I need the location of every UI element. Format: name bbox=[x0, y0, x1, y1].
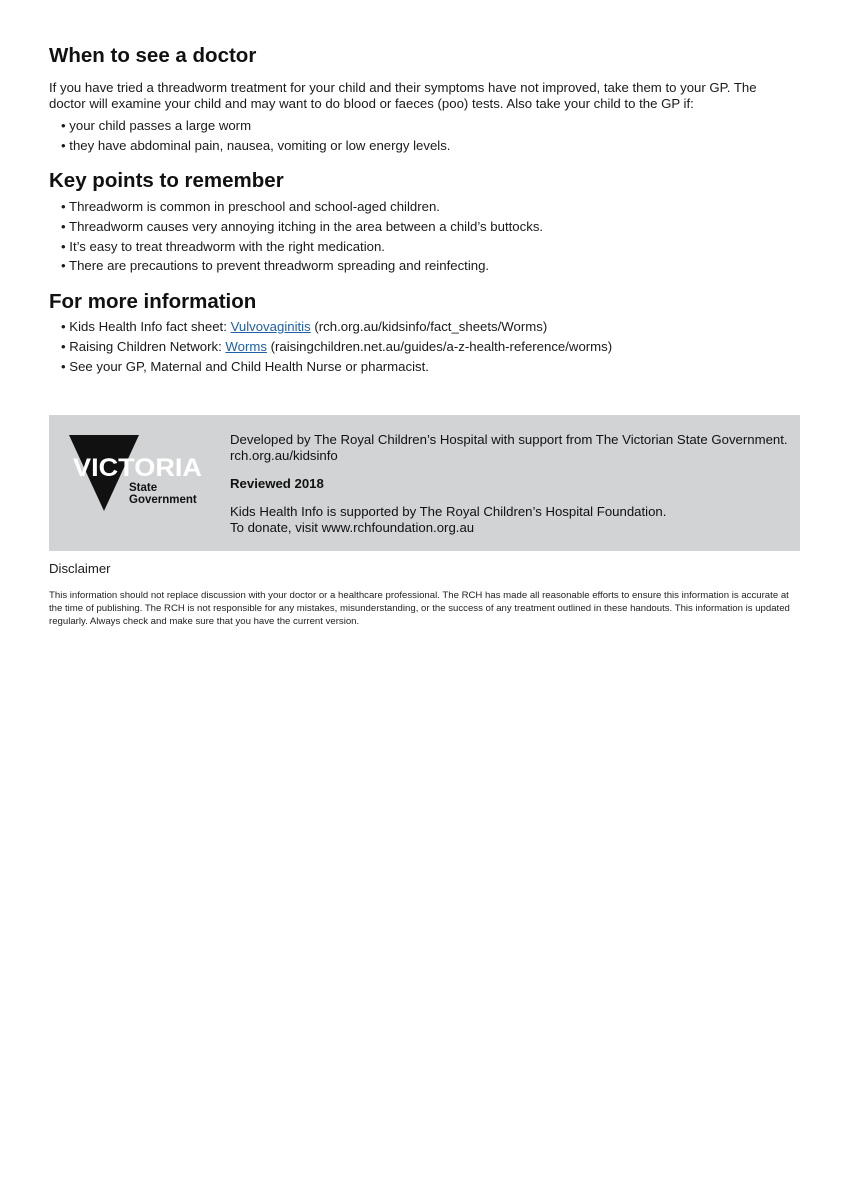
footer-text-block bbox=[230, 432, 790, 536]
list-item: • your child passes a large worm bbox=[61, 118, 252, 133]
vulvovaginitis-link[interactable]: Vulvovaginitis bbox=[230, 319, 311, 334]
disclaimer-body: This information should not replace discussion with your doctor or a healthcare professional. The RCH has made all reasonable efforts to ensure this information is accurate at the time of publishing. The RCH is not responsible for any mistakes, misunderstanding, or the success of any treatment outlined in these handouts. This information is updated regularly. Always check and make sure that you have the current version. bbox=[49, 590, 790, 627]
footer-developed: Developed by The Royal Children’s Hospital with support from The Victorian State Government. bbox=[230, 432, 788, 447]
footer-site: rch.org.au/kidsinfo bbox=[230, 448, 338, 463]
list-item: • Raising Children Network: Worms (raisingchildren.net.au/guides/a-z-health-reference/worms) bbox=[61, 338, 613, 354]
list-item: • There are precautions to prevent threadworm spreading and reinfecting. bbox=[61, 258, 490, 274]
heading-when-to-see-doctor: When to see a doctor bbox=[49, 44, 257, 67]
heading-key-points: Key points to remember bbox=[49, 169, 284, 192]
list-item: • It’s easy to treat threadworm with the right medication. bbox=[61, 238, 385, 254]
list-item: • Threadworm is common in preschool and school-aged children. bbox=[61, 199, 440, 214]
worms-link[interactable]: Worms bbox=[225, 338, 267, 354]
key-points-list bbox=[61, 199, 543, 278]
heading-more-information: For more information bbox=[49, 290, 257, 313]
doctor-bullet-list bbox=[61, 118, 450, 158]
logo-line-state: State bbox=[129, 482, 158, 494]
list-item: • See your GP, Maternal and Child Health Nurse or pharmacist. bbox=[61, 358, 429, 374]
logo-word: VICTORIA bbox=[73, 454, 202, 482]
list-item: • Threadworm causes very annoying itching in the area between a child’s buttocks. bbox=[61, 218, 544, 234]
logo-line-government: Government bbox=[129, 494, 197, 506]
list-item: • they have abdominal pain, nausea, vomiting or low energy levels. bbox=[61, 137, 451, 153]
disclaimer-title: Disclaimer bbox=[49, 561, 111, 576]
footer-reviewed: Reviewed 2018 bbox=[230, 476, 324, 491]
footer-donate: To donate, visit www.rchfoundation.org.au bbox=[230, 520, 475, 535]
more-info-list bbox=[61, 319, 612, 378]
footer-support: Kids Health Info is supported by The Royal Children’s Hospital Foundation. bbox=[230, 504, 667, 519]
footer-banner bbox=[49, 415, 800, 551]
list-item: • Kids Health Info fact sheet: Vulvovaginitis (rch.org.au/kidsinfo/fact_sheets/Worms) bbox=[61, 319, 548, 334]
victoria-government-logo bbox=[69, 435, 203, 513]
doctor-intro-paragraph: If you have tried a threadworm treatment for your child and their symptoms have not improved, take them to your GP. The doctor will examine your child and may want to do blood or faeces (poo) tests. Also take your child to the GP if: bbox=[49, 80, 757, 111]
